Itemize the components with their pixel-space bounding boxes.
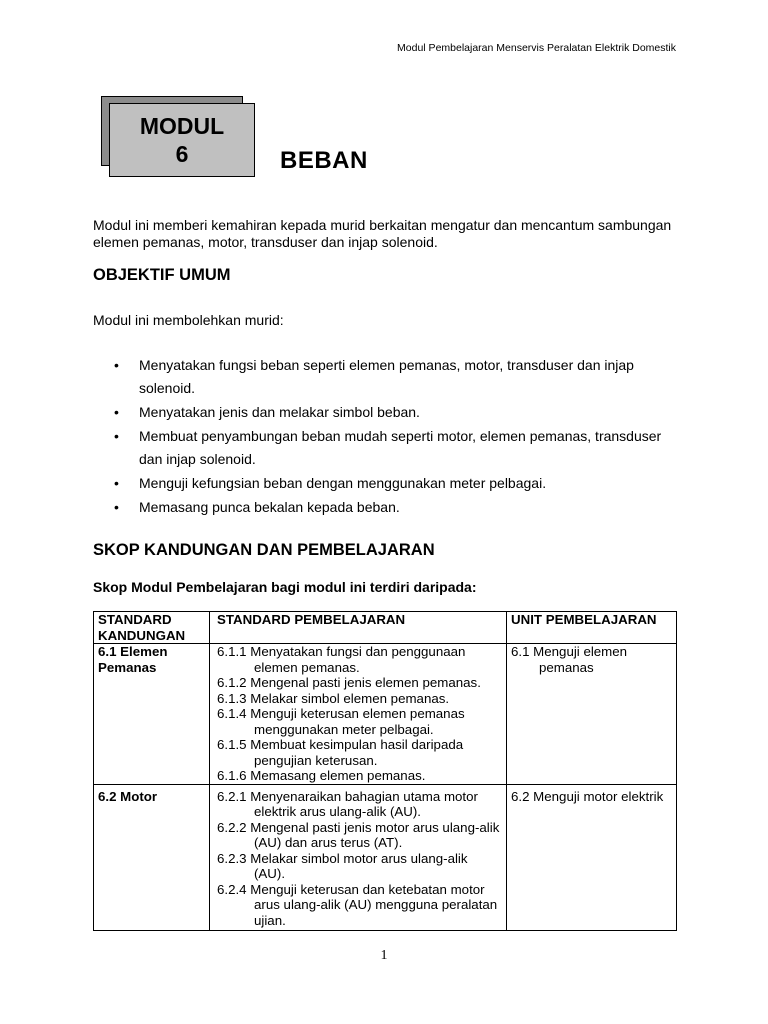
page-title: BEBAN — [280, 147, 368, 174]
bullet-icon: • — [114, 357, 119, 373]
learning-standard-item: 6.2.1 Menyenaraikan bahagian utama motor elektrik arus ulang-alik (AU). — [217, 788, 478, 819]
bullet-icon: • — [114, 475, 119, 491]
cell-kandungan: 6.1 Elemen Pemanas — [94, 644, 210, 785]
list-item — [93, 425, 683, 471]
list-item — [93, 401, 683, 424]
modul-label: MODUL — [139, 113, 225, 139]
intro-paragraph: Modul ini memberi kemahiran kepada murid berkaitan mengatur dan mencantum sambungan elemen pemanas, motor, transduser dan injap solenoid. — [93, 217, 672, 250]
learning-standard-item: 6.1.1 Menyatakan fungsi dan penggunaan elemen pemanas. — [217, 644, 466, 675]
skop-table — [93, 611, 677, 931]
skop-lead: Skop Modul Pembelajaran bagi modul ini terdiri daripada: — [93, 579, 477, 595]
list-item-text: Membuat penyambungan beban mudah seperti motor, elemen pemanas, transduser dan injap solenoid. — [139, 428, 662, 467]
learning-standard-item: 6.2.2 Mengenal pasti jenis motor arus ulang-alik (AU) dan arus terus (AT). — [217, 819, 500, 850]
learning-standard-item: 6.2.3 Melakar simbol motor arus ulang-alik (AU). — [217, 850, 468, 881]
objektif-lead: Modul ini membolehkan murid: — [93, 312, 284, 328]
objektif-heading: OBJEKTIF UMUM — [93, 266, 231, 284]
list-item-text: Menyatakan fungsi beban seperti elemen pemanas, motor, transduser dan injap solenoid. — [139, 357, 634, 396]
bullet-icon: • — [114, 404, 119, 420]
page-number: 1 — [380, 948, 388, 963]
cell-pembelajaran — [210, 784, 507, 931]
learning-standard-item: 6.2.4 Menguji keterusan dan ketebatan motor arus ulang-alik (AU) mengguna peralatan ujian. — [217, 881, 498, 928]
learning-standard-item: 6.1.6 Memasang elemen pemanas. — [217, 768, 426, 783]
list-item-text: Memasang punca bekalan kepada beban. — [139, 499, 400, 515]
table-row — [94, 644, 677, 785]
list-item-text: Menguji kefungsian beban dengan menggunakan meter pelbagai. — [139, 475, 547, 491]
column-header-kandungan: STANDARD KANDUNGAN — [94, 612, 210, 644]
learning-standard-item: 6.1.4 Menguji keterusan elemen pemanas menggunakan meter pelbagai. — [217, 706, 465, 737]
table-row — [94, 784, 677, 931]
learning-standard-item: 6.1.3 Melakar simbol elemen pemanas. — [217, 690, 450, 706]
learning-standard-item: 6.1.5 Membuat kesimpulan hasil daripada pengujian keterusan. — [217, 737, 464, 768]
cell-unit — [507, 784, 677, 931]
unit-item: 6.2 Menguji motor elektrik — [511, 788, 664, 804]
cell-kandungan: 6.2 Motor — [94, 784, 210, 931]
column-header-unit: UNIT PEMBELAJARAN — [507, 612, 677, 644]
skop-heading: SKOP KANDUNGAN DAN PEMBELAJARAN — [93, 541, 435, 559]
objektif-list — [93, 354, 683, 520]
cell-pembelajaran — [210, 644, 507, 785]
cell-unit — [507, 644, 677, 785]
learning-standard-item: 6.1.2 Mengenal pasti jenis elemen pemanas. — [217, 675, 481, 690]
modul-number: 6 — [175, 141, 189, 167]
bullet-icon: • — [114, 499, 119, 515]
modul-box — [109, 103, 255, 177]
list-item — [93, 354, 683, 400]
table-header-row — [94, 612, 677, 644]
list-item-text: Menyatakan jenis dan melakar simbol beban. — [139, 404, 420, 420]
unit-item: 6.1 Menguji elemen pemanas — [511, 644, 628, 675]
bullet-icon: • — [114, 428, 119, 444]
column-header-pembelajaran: STANDARD PEMBELAJARAN — [210, 612, 507, 644]
list-item — [93, 496, 683, 519]
list-item — [93, 472, 683, 495]
running-header: Modul Pembelajaran Menservis Peralatan Elektrik Domestik — [397, 42, 676, 54]
